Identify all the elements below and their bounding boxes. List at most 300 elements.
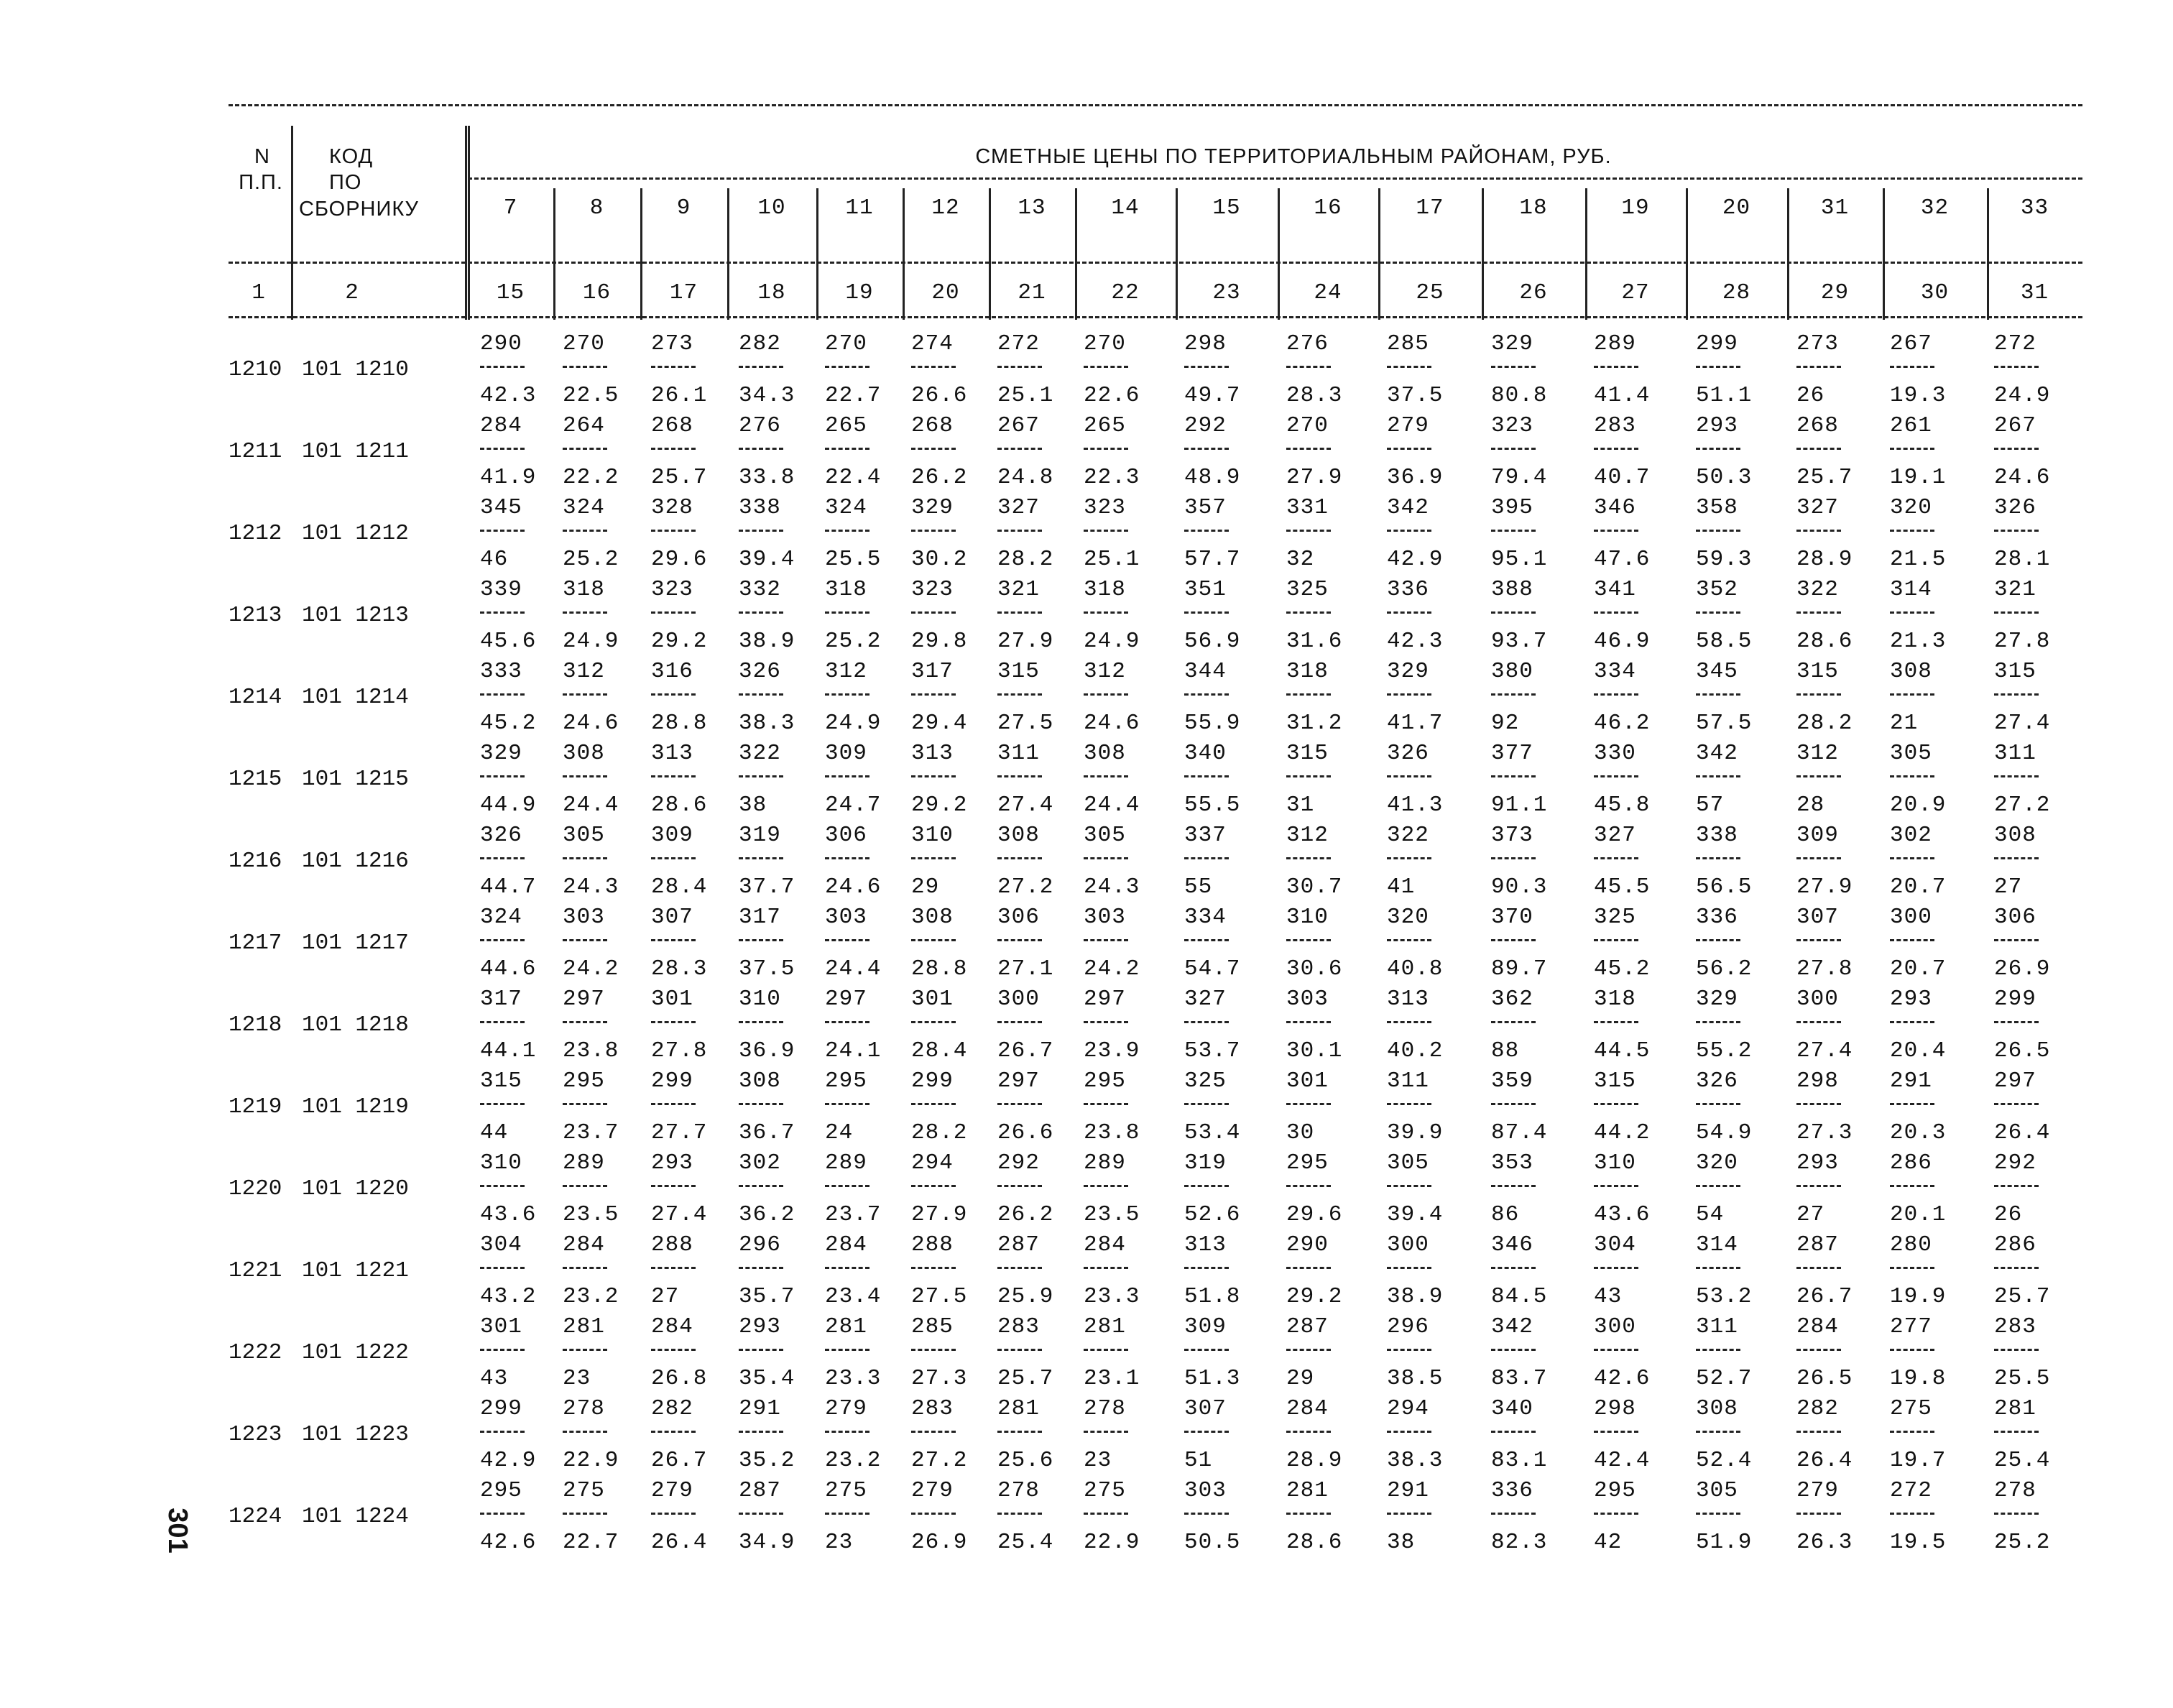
- fraction-line: [1387, 1267, 1431, 1269]
- row-code: 101 1223: [302, 1422, 409, 1447]
- price-value: 295: [563, 1068, 605, 1094]
- price-value: 302: [739, 1150, 781, 1176]
- price-value: 300: [1796, 987, 1839, 1012]
- sub-value: 26.8: [651, 1366, 708, 1391]
- fraction-line: [1491, 1021, 1536, 1023]
- sub-value: 44.5: [1594, 1038, 1651, 1063]
- price-value: 305: [563, 823, 605, 848]
- row-code: 101 1221: [302, 1258, 409, 1283]
- sub-value: 26.6: [911, 383, 968, 408]
- sub-value: 25.6: [997, 1448, 1054, 1473]
- fraction-line: [651, 693, 696, 696]
- sub-value: 57.7: [1184, 547, 1241, 572]
- price-cell: [1890, 659, 1983, 741]
- price-cell: [1890, 1068, 1983, 1150]
- price-value: 329: [911, 495, 954, 520]
- fraction-line: [1491, 366, 1536, 368]
- sub-value: 29: [1286, 1366, 1315, 1391]
- header-number: 28: [1722, 280, 1751, 305]
- price-cell: [1286, 1068, 1380, 1150]
- fraction-line: [651, 448, 696, 450]
- price-cell: [1184, 495, 1278, 577]
- fraction-line: [739, 775, 783, 777]
- fraction-line: [1796, 939, 1841, 941]
- price-cell: [825, 987, 918, 1068]
- price-cell: [480, 659, 573, 741]
- fraction-line: [1696, 448, 1740, 450]
- price-value: 346: [1594, 495, 1636, 520]
- price-cell: [651, 1232, 744, 1314]
- price-cell: [1696, 659, 1789, 741]
- sub-value: 25.4: [997, 1530, 1054, 1555]
- price-value: 272: [1890, 1478, 1932, 1503]
- sub-value: 26.4: [1994, 1120, 2051, 1145]
- sub-value: 27.1: [997, 956, 1054, 982]
- price-value: 326: [1994, 495, 2036, 520]
- fraction-line: [1796, 693, 1841, 696]
- sub-value: 23.4: [825, 1284, 882, 1309]
- fraction-line: [825, 611, 869, 614]
- price-value: 300: [1387, 1232, 1429, 1257]
- price-cell: [1387, 495, 1480, 577]
- price-cell: [1696, 1150, 1789, 1232]
- sub-value: 37.5: [739, 956, 795, 982]
- price-value: 293: [651, 1150, 693, 1176]
- fraction-line: [911, 857, 956, 859]
- price-value: 275: [563, 1478, 605, 1503]
- price-cell: [563, 1232, 656, 1314]
- fraction-line: [1890, 1349, 1934, 1351]
- sub-value: 26.1: [651, 383, 708, 408]
- price-cell: [997, 905, 1091, 987]
- price-value: 272: [997, 331, 1040, 356]
- price-cell: [1184, 987, 1278, 1068]
- price-value: 267: [997, 413, 1040, 438]
- price-cell: [651, 1150, 744, 1232]
- price-value: 380: [1491, 659, 1533, 684]
- price-cell: [480, 1314, 573, 1396]
- sub-value: 23.8: [1084, 1120, 1140, 1145]
- fraction-line: [1084, 939, 1128, 941]
- price-value: 303: [563, 905, 605, 930]
- sub-value: 26.3: [1796, 1530, 1853, 1555]
- fraction-line: [1491, 611, 1536, 614]
- fraction-line: [1491, 693, 1536, 696]
- sub-value: 84.5: [1491, 1284, 1548, 1309]
- fraction-line: [1387, 530, 1431, 532]
- price-cell: [1890, 987, 1983, 1068]
- price-value: 306: [997, 905, 1040, 930]
- fraction-line: [911, 1267, 956, 1269]
- price-cell: [563, 1396, 656, 1478]
- fraction-line: [825, 1349, 869, 1351]
- row-code: 101 1211: [302, 439, 409, 464]
- fraction-line: [1594, 939, 1638, 941]
- price-cell: [1387, 577, 1480, 659]
- row-number: 1214: [229, 685, 282, 710]
- sub-value: 83.7: [1491, 1366, 1548, 1391]
- price-value: 338: [1696, 823, 1738, 848]
- price-value: 268: [1796, 413, 1839, 438]
- sub-value: 25.1: [997, 383, 1054, 408]
- fraction-line: [651, 1431, 696, 1433]
- fraction-line: [480, 366, 525, 368]
- price-cell: [563, 823, 656, 905]
- fraction-line: [825, 775, 869, 777]
- sub-value: 28.3: [1286, 383, 1343, 408]
- price-value: 275: [1890, 1396, 1932, 1421]
- fraction-line: [480, 1267, 525, 1269]
- sub-value: 51.8: [1184, 1284, 1241, 1309]
- fraction-line: [1994, 448, 2039, 450]
- sub-value: 29.2: [651, 629, 708, 654]
- sub-value: 36.9: [739, 1038, 795, 1063]
- fraction-line: [1696, 1267, 1740, 1269]
- sub-value: 26.5: [1796, 1366, 1853, 1391]
- sub-value: 45.5: [1594, 874, 1651, 900]
- price-value: 308: [1890, 659, 1932, 684]
- price-cell: [997, 823, 1091, 905]
- price-cell: [739, 823, 832, 905]
- price-value: 346: [1491, 1232, 1533, 1257]
- price-value: 320: [1890, 495, 1932, 520]
- sub-value: 27: [1994, 874, 2023, 900]
- price-cell: [825, 1478, 918, 1560]
- sub-value: 22.2: [563, 465, 619, 490]
- fraction-line: [1084, 693, 1128, 696]
- sub-value: 44.9: [480, 793, 537, 818]
- sub-value: 24.6: [563, 711, 619, 736]
- price-cell: [563, 577, 656, 659]
- price-cell: [739, 1396, 832, 1478]
- sub-value: 45.8: [1594, 793, 1651, 818]
- header-code-label-3: СБОРНИКУ: [299, 198, 419, 221]
- price-value: 281: [563, 1314, 605, 1339]
- price-cell: [1890, 1232, 1983, 1314]
- sub-value: 22.6: [1084, 383, 1140, 408]
- fraction-line: [1184, 611, 1229, 614]
- sub-value: 52.6: [1184, 1202, 1241, 1227]
- price-cell: [651, 823, 744, 905]
- header-number: 21: [1018, 280, 1046, 305]
- fraction-line: [1286, 611, 1331, 614]
- sub-value: 26.6: [997, 1120, 1054, 1145]
- header-number: 18: [757, 280, 786, 305]
- fraction-line: [1696, 939, 1740, 941]
- price-value: 275: [1084, 1478, 1126, 1503]
- sub-value: 22.4: [825, 465, 882, 490]
- fraction-line: [825, 448, 869, 450]
- fraction-line: [1286, 1513, 1331, 1515]
- price-cell: [1491, 495, 1584, 577]
- fraction-line: [739, 693, 783, 696]
- sub-value: 27.9: [997, 629, 1054, 654]
- sub-value: 54.9: [1696, 1120, 1753, 1145]
- price-value: 287: [1796, 1232, 1839, 1257]
- price-cell: [1594, 1150, 1687, 1232]
- sub-value: 26.5: [1994, 1038, 2051, 1063]
- fraction-line: [1994, 366, 2039, 368]
- district-column-header: 12: [931, 195, 960, 221]
- price-cell: [997, 413, 1091, 495]
- sub-value: 24.4: [1084, 793, 1140, 818]
- price-cell: [911, 1314, 1005, 1396]
- price-cell: [651, 1314, 744, 1396]
- sub-value: 25.7: [1796, 465, 1853, 490]
- price-cell: [1084, 1314, 1177, 1396]
- sub-value: 26: [1796, 383, 1825, 408]
- price-value: 318: [1594, 987, 1636, 1012]
- price-value: 320: [1387, 905, 1429, 930]
- price-cell: [997, 1150, 1091, 1232]
- price-cell: [1491, 413, 1584, 495]
- sub-value: 24.4: [563, 793, 619, 818]
- price-value: 280: [1890, 1232, 1932, 1257]
- price-value: 336: [1696, 905, 1738, 930]
- price-cell: [1387, 987, 1480, 1068]
- price-value: 278: [997, 1478, 1040, 1503]
- price-value: 388: [1491, 577, 1533, 602]
- fraction-line: [1796, 611, 1841, 614]
- sub-value: 38: [739, 793, 767, 818]
- price-cell: [997, 495, 1091, 577]
- price-cell: [1696, 823, 1789, 905]
- fraction-line: [1594, 1103, 1638, 1105]
- price-cell: [651, 331, 744, 413]
- price-cell: [1286, 1478, 1380, 1560]
- header-divider: [465, 126, 467, 320]
- district-column-header: 8: [589, 195, 604, 221]
- price-value: 320: [1696, 1150, 1738, 1176]
- price-cell: [1890, 1396, 1983, 1478]
- sub-value: 38.9: [1387, 1284, 1444, 1309]
- price-value: 300: [1594, 1314, 1636, 1339]
- sub-value: 22.7: [563, 1530, 619, 1555]
- fraction-line: [1491, 857, 1536, 859]
- sub-value: 51.1: [1696, 383, 1753, 408]
- price-value: 298: [1594, 1396, 1636, 1421]
- district-column-header: 17: [1416, 195, 1444, 221]
- price-cell: [1184, 331, 1278, 413]
- fraction-line: [1184, 693, 1229, 696]
- fraction-line: [1286, 1103, 1331, 1105]
- fraction-line: [1890, 857, 1934, 859]
- fraction-line: [651, 1267, 696, 1269]
- fraction-line: [1286, 366, 1331, 368]
- fraction-line: [1491, 1349, 1536, 1351]
- price-cell: [825, 741, 918, 823]
- sub-value: 53.7: [1184, 1038, 1241, 1063]
- fraction-line: [1286, 1431, 1331, 1433]
- fraction-line: [1994, 857, 2039, 859]
- table-row: [0, 1232, 2173, 1314]
- sub-value: 28.2: [997, 547, 1054, 572]
- sub-value: 38.9: [739, 629, 795, 654]
- fraction-line: [1491, 448, 1536, 450]
- district-column-header: 32: [1920, 195, 1950, 221]
- price-cell: [1387, 1396, 1480, 1478]
- price-value: 265: [825, 413, 867, 438]
- price-cell: [997, 1232, 1091, 1314]
- table-row: [0, 905, 2173, 987]
- fraction-line: [1890, 1431, 1934, 1433]
- price-cell: [911, 577, 1005, 659]
- price-cell: [1387, 659, 1480, 741]
- price-cell: [480, 1150, 573, 1232]
- sub-value: 44: [480, 1120, 509, 1145]
- price-value: 294: [1387, 1396, 1429, 1421]
- price-value: 317: [480, 987, 522, 1012]
- fraction-line: [997, 693, 1042, 696]
- price-cell: [563, 1314, 656, 1396]
- fraction-line: [739, 448, 783, 450]
- price-value: 322: [739, 741, 781, 766]
- sub-value: 31: [1286, 793, 1315, 818]
- price-value: 286: [1994, 1232, 2036, 1257]
- price-value: 278: [1994, 1478, 2036, 1503]
- price-cell: [480, 1068, 573, 1150]
- price-cell: [1994, 1068, 2087, 1150]
- price-value: 327: [1796, 495, 1839, 520]
- price-value: 330: [1594, 741, 1636, 766]
- price-value: 318: [1084, 577, 1126, 602]
- price-cell: [1696, 1232, 1789, 1314]
- fraction-line: [1594, 693, 1638, 696]
- fraction-line: [911, 530, 956, 532]
- price-value: 333: [480, 659, 522, 684]
- sub-value: 23.3: [825, 1366, 882, 1391]
- fraction-line: [1696, 1349, 1740, 1351]
- fraction-line: [480, 1021, 525, 1023]
- price-cell: [651, 495, 744, 577]
- fraction-line: [1084, 857, 1128, 859]
- price-value: 306: [825, 823, 867, 848]
- sub-value: 26.2: [997, 1202, 1054, 1227]
- price-cell: [911, 1396, 1005, 1478]
- page-number: 301: [162, 1508, 193, 1554]
- fraction-line: [1387, 1021, 1431, 1023]
- price-cell: [739, 1314, 832, 1396]
- sub-value: 23.2: [563, 1284, 619, 1309]
- sub-value: 23.8: [563, 1038, 619, 1063]
- sub-value: 28.9: [1796, 547, 1853, 572]
- price-cell: [739, 413, 832, 495]
- sub-value: 24.9: [1084, 629, 1140, 654]
- price-cell: [825, 1314, 918, 1396]
- sub-value: 27.7: [651, 1120, 708, 1145]
- header-number: 15: [496, 280, 525, 305]
- price-cell: [1286, 1150, 1380, 1232]
- sub-value: 20.3: [1890, 1120, 1947, 1145]
- price-cell: [911, 1068, 1005, 1150]
- price-value: 345: [480, 495, 522, 520]
- fraction-line: [825, 366, 869, 368]
- fraction-line: [1994, 1185, 2039, 1187]
- fraction-line: [739, 1267, 783, 1269]
- row-number: 1210: [229, 357, 282, 382]
- sub-value: 83.1: [1491, 1448, 1548, 1473]
- fraction-line: [1286, 1267, 1331, 1269]
- sub-value: 43.2: [480, 1284, 537, 1309]
- sub-value: 26.7: [651, 1448, 708, 1473]
- sub-value: 46: [480, 547, 509, 572]
- price-value: 295: [1084, 1068, 1126, 1094]
- sub-value: 39.4: [1387, 1202, 1444, 1227]
- price-value: 329: [1387, 659, 1429, 684]
- price-cell: [1796, 577, 1890, 659]
- fraction-line: [563, 1513, 607, 1515]
- sub-value: 26: [1994, 1202, 2023, 1227]
- price-cell: [997, 1314, 1091, 1396]
- fraction-line: [911, 366, 956, 368]
- fraction-line: [563, 530, 607, 532]
- price-cell: [1890, 331, 1983, 413]
- sub-value: 25.2: [1994, 1530, 2051, 1555]
- sub-value: 23.3: [1084, 1284, 1140, 1309]
- sub-value: 56.2: [1696, 956, 1753, 982]
- fraction-line: [480, 1349, 525, 1351]
- row-code: 101 1222: [302, 1340, 409, 1365]
- price-value: 279: [1796, 1478, 1839, 1503]
- fraction-line: [1890, 693, 1934, 696]
- table-row: [0, 495, 2173, 577]
- sub-value: 36.9: [1387, 465, 1444, 490]
- district-column-header: 19: [1621, 195, 1650, 221]
- sub-value: 43.6: [1594, 1202, 1651, 1227]
- fraction-line: [1796, 775, 1841, 777]
- price-cell: [1594, 741, 1687, 823]
- fraction-line: [1286, 939, 1331, 941]
- price-value: 308: [1084, 741, 1126, 766]
- fraction-line: [1184, 775, 1229, 777]
- price-value: 281: [1286, 1478, 1329, 1503]
- price-cell: [825, 823, 918, 905]
- sub-value: 23.7: [563, 1120, 619, 1145]
- fraction-line: [1796, 1185, 1841, 1187]
- fraction-line: [825, 1267, 869, 1269]
- price-cell: [825, 1068, 918, 1150]
- price-cell: [1084, 1068, 1177, 1150]
- price-value: 294: [911, 1150, 954, 1176]
- fraction-line: [1084, 1185, 1128, 1187]
- price-cell: [1184, 823, 1278, 905]
- fraction-line: [1994, 1267, 2039, 1269]
- fraction-line: [480, 857, 525, 859]
- fraction-line: [1084, 775, 1128, 777]
- price-cell: [1184, 905, 1278, 987]
- sub-value: 28.8: [911, 956, 968, 982]
- district-column-header: 14: [1111, 195, 1140, 221]
- fraction-line: [911, 939, 956, 941]
- sub-value: 19.1: [1890, 465, 1947, 490]
- district-column-header: 33: [2020, 195, 2049, 221]
- price-cell: [1696, 987, 1789, 1068]
- fraction-line: [1387, 1431, 1431, 1433]
- price-cell: [1890, 577, 1983, 659]
- fraction-line: [997, 366, 1042, 368]
- price-cell: [1286, 495, 1380, 577]
- price-value: 292: [997, 1150, 1040, 1176]
- price-cell: [1796, 987, 1890, 1068]
- price-cell: [1491, 1478, 1584, 1560]
- price-cell: [1890, 1314, 1983, 1396]
- table-row: [0, 823, 2173, 905]
- district-column-header: 16: [1314, 195, 1342, 221]
- sub-value: 90.3: [1491, 874, 1548, 900]
- price-cell: [1994, 987, 2087, 1068]
- price-value: 273: [651, 331, 693, 356]
- price-value: 340: [1184, 741, 1227, 766]
